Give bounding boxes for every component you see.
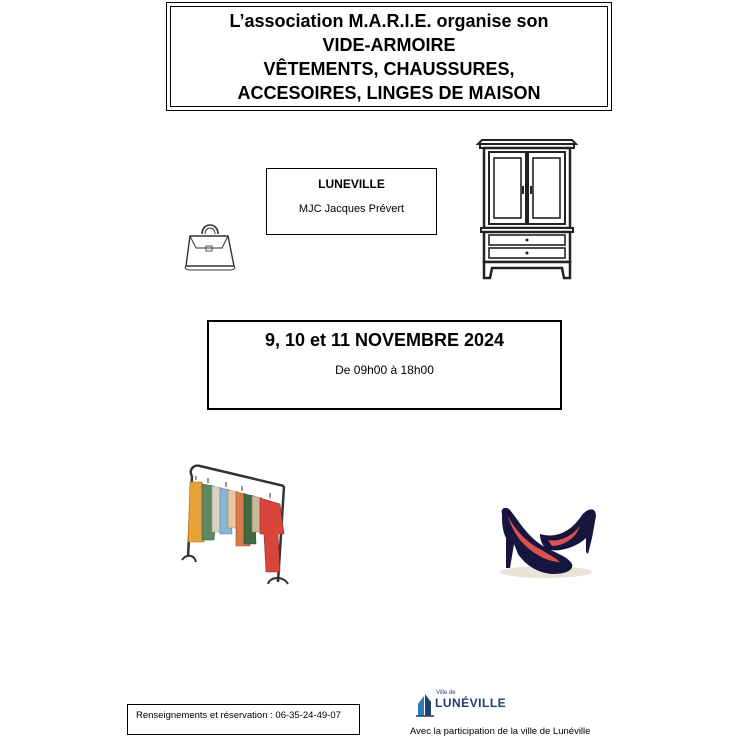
title-line-items-1: VÊTEMENTS, CHAUSSURES, <box>263 58 515 79</box>
date-box <box>207 320 562 410</box>
participation-text: Avec la participation de la ville de Lunéville <box>410 726 591 737</box>
title-line-event-name: VIDE-ARMOIRE <box>322 34 456 55</box>
contact-text: Renseignements et réservation : 06-35-24-49-07 <box>136 710 341 721</box>
logo-city-name: LUNÉVILLE <box>435 696 507 710</box>
wardrobe-icon <box>476 138 578 280</box>
location-box <box>266 168 437 235</box>
title-line-association: L’association M.A.R.I.E. organise son <box>229 10 549 31</box>
event-dates: 9, 10 et 11 NOVEMBRE 2024 <box>264 330 505 350</box>
high-heel-shoes-icon <box>496 504 600 582</box>
title-box <box>166 2 612 111</box>
title-line-items-2: ACCESOIRES, LINGES DE MAISON <box>237 82 541 103</box>
contact-box <box>127 704 360 735</box>
clothes-rack-icon <box>180 462 296 590</box>
title-inner-frame <box>170 6 608 107</box>
luneville-logo <box>414 690 534 720</box>
location-city: LUNEVILLE <box>318 177 385 191</box>
logo-small-text: Ville de <box>436 690 456 696</box>
logo-emblem-icon <box>414 692 436 718</box>
handbag-icon <box>182 218 238 272</box>
event-hours: De 09h00 à 18h00 <box>335 363 434 377</box>
location-venue: MJC Jacques Prévert <box>298 203 405 215</box>
